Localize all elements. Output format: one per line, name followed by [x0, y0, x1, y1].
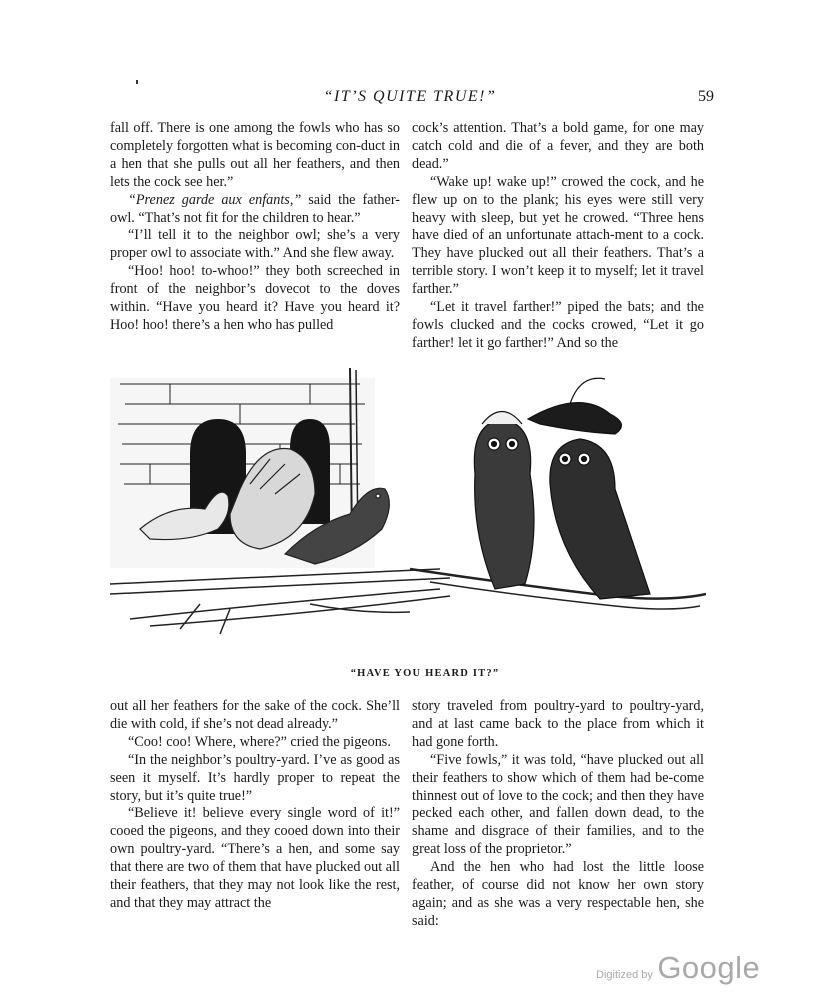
paragraph: “Coo! coo! Where, where?” cried the pigeons.: [128, 733, 391, 750]
watermark-brand: Google: [657, 950, 761, 985]
paragraph: “Let it travel farther!” piped the bats; and the fowls clucked and the cocks crowed, “Let it go farther! let it go farther!” And so the: [412, 299, 704, 351]
ink-speck: [136, 80, 138, 84]
paragraph: “Five fowls,” it was told, “have plucked out all their feathers to show which of them had be-come thinnest out of love to the cock; and then they have pecked each other, and fallen down dead, to the shame and disgrace of their families, and to the great loss of the proprietor.”: [412, 751, 704, 858]
paragraph: “Believe it! believe every single word of it!” cooed the pigeons, and they cooed down into their own poultry-yard. “There’s a hen, and some say that there are two of them that have plucked out all their feathers, that they may not look like the rest, and that they may attract the: [110, 805, 400, 911]
text-column-bottom-right: [412, 698, 704, 931]
engraving-svg: [110, 364, 706, 660]
text-column-top-right: [412, 120, 704, 353]
paragraph: “Wake up! wake up!” crowed the cock, and he flew up on to the plank; his eyes were still very heavy with sleep, but yet he crowed. “Three hens have died of an unfortunate attach-ment to a cock. They have plucked out all their feathers. That’s a terrible story. I won’t keep it to myself; let it travel farther.”: [412, 173, 704, 298]
paragraph: [110, 192, 400, 228]
paragraph: And the hen who had lost the little loose feather, of course did not know her own story again; and as she was a very respectable hen, she said:: [412, 859, 704, 929]
paragraph: “Hoo! hoo! to-whoo!” they both screeched in front of the neighbor’s dovecot to the doves within. “Have you heard it? Have you heard it? Hoo! hoo! there’s a hen who has pulled: [110, 263, 400, 333]
running-title: “IT’S QUITE TRUE!”: [323, 88, 497, 105]
illustration-caption: “HAVE YOU HEARD IT?”: [350, 668, 500, 679]
paragraph: out all her feathers for the sake of the cock. She’ll die with cold, if she’s not dead already.”: [110, 698, 400, 732]
digitized-by-google-watermark: [596, 950, 760, 986]
text-column-bottom-left: [110, 698, 400, 913]
paragraph: “In the neighbor’s poultry-yard. I’ve as good as seen it myself. It’s hardly proper to repeat the story, but it’s quite true!”: [110, 751, 400, 804]
illustration-owls-and-doves: [110, 364, 706, 660]
paragraph: “I’ll tell it to the neighbor owl; she’s a very proper owl to associate with.” And she flew away.: [110, 227, 400, 262]
paragraph: story traveled from poultry-yard to poultry-yard, and at last came back to the place from which it had gone forth.: [412, 698, 704, 750]
italic-phrase: “Prenez garde aux enfants,”: [128, 191, 302, 208]
page-number: 59: [698, 88, 714, 105]
paragraph: cock’s attention. That’s a bold game, for one may catch cold and die of a fever, and they are both dead.”: [412, 120, 704, 172]
paragraph: fall off. There is one among the fowls who has so completely forgotten what is becoming con-duct in a hen that she pulls out all her feathers, and then lets the cock see her.”: [110, 120, 400, 190]
watermark-digitized-label: Digitized by: [596, 969, 653, 981]
paragraph-text: said the father-owl. “That’s not fit for the children to hear.”: [110, 191, 400, 226]
text-column-top-left: [110, 120, 400, 335]
owls: [474, 378, 650, 599]
